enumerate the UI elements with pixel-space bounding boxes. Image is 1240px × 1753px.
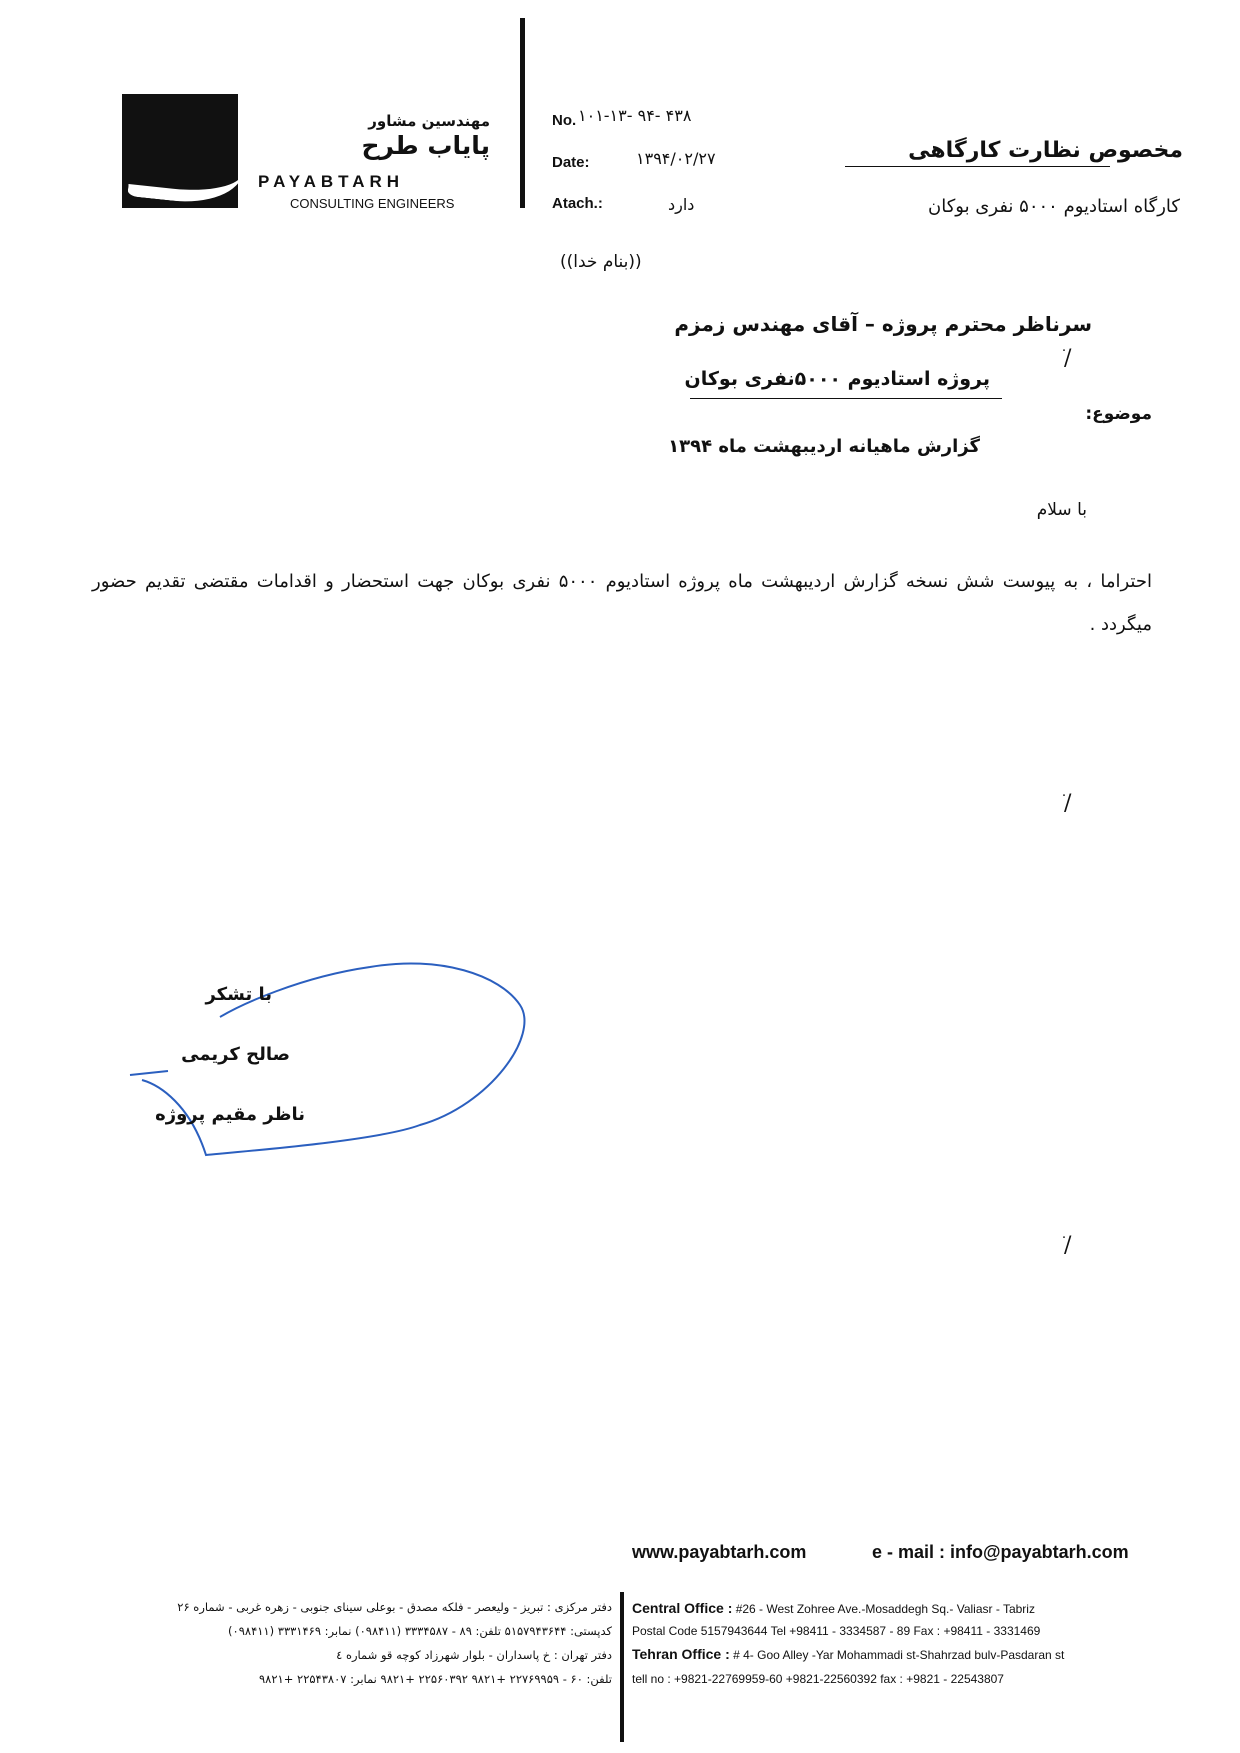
number-label: No. [552,112,577,129]
tehran-office-label: Tehran Office : [632,1646,730,1662]
central-office-line [632,1600,1035,1616]
punch-mark: ׂ/ [1064,1233,1072,1258]
header-divider [520,18,525,208]
postal-line: Postal Code 5157943644 Tel +98411 - 3334587 - 89 Fax : +98411 - 3331469 [632,1624,1041,1638]
punch-mark: ׂ/ [1064,346,1072,371]
bismillah: ((بنام خدا)) [560,252,642,272]
firm-name-en: PAYABTARH [258,172,405,191]
signer-title: ناظر مقیم پروژه [155,1104,305,1125]
website-link[interactable]: www.payabtarh.com [632,1542,807,1562]
site-name: کارگاه استادیوم ۵۰۰۰ نفری بوکان [928,196,1180,217]
footer-fa-line-2: کدپستی: ۵۱۵۷۹۴۳۶۴۴ تلفن: ۸۹ - ۳۳۳۴۵۸۷ (۰۹۸۴۱۱) نمابر: ۳۳۳۱۴۶۹ (۰۹۸۴۱۱) [228,1624,612,1638]
addressee: سرناظر محترم پروژه – آقای مهندس زمزم [674,312,1092,336]
tehran-office-address: # 4- Goo Alley -Yar Mohammadi st-Shahrzad bulv-Pasdaran st [733,1648,1065,1662]
footer-divider [620,1592,624,1742]
letter-body: احتراما ، به پیوست شش نسخه گزارش اردیبهشت ماه پروژه استادیوم ۵۰۰۰ نفری بوکان جهت استحضار و اقدامات مقتضی تقدیم حضور میگردد . [92,571,1152,635]
company-logo [122,94,238,208]
letter-date: ۱۳۹۴/۰۲/۲۷ [636,149,716,168]
title-underline [845,166,1110,167]
punch-mark: ׂ/ [1064,791,1072,816]
supervision-title: مخصوص نظارت کارگاهی [908,138,1183,163]
signature-scribble [120,955,550,1185]
central-office-address: #26 - West Zohree Ave.-Mosaddegh Sq.- Valiasr - Tabriz [735,1602,1035,1616]
firm-subtitle: CONSULTING ENGINEERS [290,196,455,211]
attachment-label: Atach.: [552,195,603,212]
firm-type-fa: مهندسین مشاور [368,112,490,130]
firm-name-fa: پایاب طرح [361,131,490,160]
attachment-value: دارد [668,195,695,214]
subject-label: موضوع: [1085,404,1152,424]
email-link[interactable]: e - mail : info@payabtarh.com [872,1542,1129,1562]
footer-fa-line-4: تلفن: ۶۰ - ۲۲۷۶۹۹۵۹ +۹۸۲۱ ۲۲۵۶۰۳۹۲ +۹۸۲۱ نمابر: ۲۲۵۴۳۸۰۷ +۹۸۲۱ [259,1672,612,1686]
project-name: پروژه استادیوم ۵۰۰۰نفری بوکان [684,368,990,390]
central-office-label: Central Office : [632,1600,733,1616]
letter-number: ۱۰۱-۱۳- ۹۴- ۴۳۸ [578,106,692,125]
signer-name: صالح کریمی [181,1044,290,1065]
date-label: Date: [552,154,590,171]
footer-fa-line-1: دفتر مرکزی : تبریز - ولیعصر - فلکه مصدق - بوعلی سینای جنوبی - زهره غربی - شماره ۲۶ [177,1600,612,1614]
project-underline [690,398,1002,399]
tehran-office-line [632,1646,1064,1662]
closing-thanks: با تشکر [205,984,272,1005]
footer-fa-line-3: دفتر تهران : خ پاسداران - بلوار شهرزاد کوچه قو شماره ٤ [336,1648,612,1662]
subject: گزارش ماهیانه اردیبهشت ماه ۱۳۹۴ [668,436,980,457]
salutation: با سلام [1036,500,1087,520]
tehran-phone-line: tell no : +9821-22769959-60 +9821-22560392 fax : +9821 - 22543807 [632,1672,1004,1686]
